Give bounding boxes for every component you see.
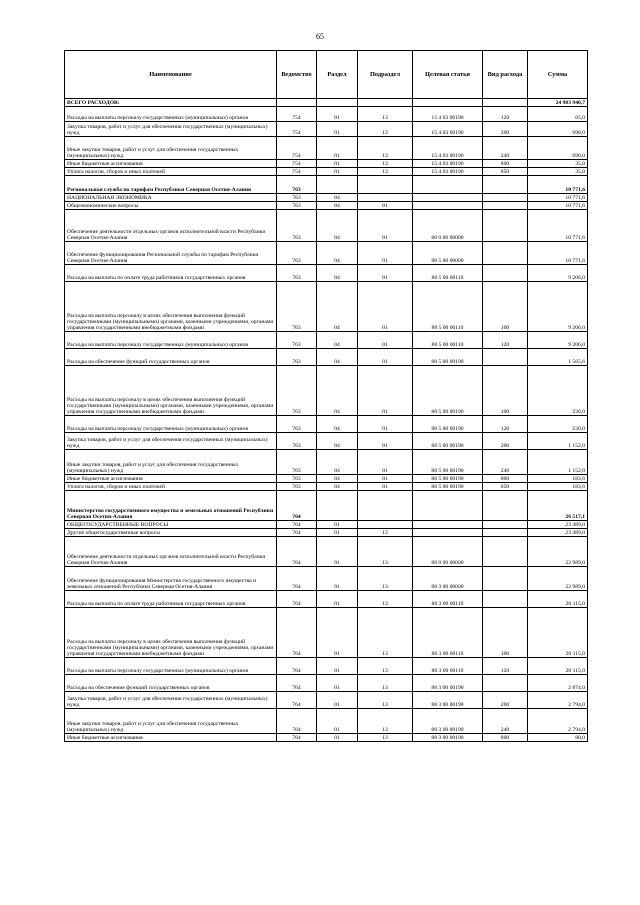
cell-name: Министерство государственного имущества и земельных отношений Республики Северная Осетия-Алания — [65, 491, 277, 521]
cell-name: Иные бюджетные ассигнования — [65, 475, 277, 483]
cell-amount: 230,0 — [528, 416, 588, 433]
cell-name: Иные бюджетные ассигнования — [65, 160, 277, 168]
cell-amount: 35,0 — [528, 160, 588, 168]
cell-expense-type: 100 — [483, 608, 528, 658]
cell-department — [277, 99, 317, 107]
table-row — [65, 122, 588, 137]
cell-name: Расходы на выплаты по оплате труда работников государственных органов — [65, 591, 277, 608]
cell-department: 763 — [277, 349, 317, 366]
cell-expense-type: 200 — [483, 692, 528, 709]
cell-amount: 2 794,0 — [528, 692, 588, 709]
table-row — [65, 99, 588, 107]
cell-expense-type: 200 — [483, 122, 528, 137]
cell-section: 01 — [317, 107, 358, 122]
cell-target-article: 15 4 03 00190 — [413, 160, 483, 168]
cell-amount: 80,0 — [528, 734, 588, 742]
cell-department: 763 — [277, 433, 317, 450]
cell-subsection: 13 — [358, 734, 413, 742]
page-number: 65 — [316, 32, 324, 41]
cell-expense-type: 200 — [483, 433, 528, 450]
cell-subsection: 13 — [358, 160, 413, 168]
table-row — [65, 168, 588, 176]
cell-section: 01 — [317, 658, 358, 675]
header-target-article: Целевая статья — [413, 51, 483, 99]
cell-expense-type: 240 — [483, 137, 528, 160]
cell-subsection: 01 — [358, 349, 413, 366]
cell-target-article: 88 5 00 00190 — [413, 416, 483, 433]
cell-department: 764 — [277, 608, 317, 658]
budget-table — [64, 50, 588, 742]
cell-subsection: 01 — [358, 483, 413, 491]
cell-target-article: 88 3 00 00190 — [413, 675, 483, 692]
table-row — [65, 210, 588, 242]
cell-section: 01 — [317, 675, 358, 692]
cell-name: Региональная служба по тарифам Республики Северная Осетия-Алания — [65, 176, 277, 194]
cell-expense-type: 120 — [483, 658, 528, 675]
cell-department: 764 — [277, 537, 317, 567]
cell-subsection: 01 — [358, 450, 413, 475]
cell-subsection: 13 — [358, 591, 413, 608]
cell-amount: 20 115,0 — [528, 591, 588, 608]
cell-section: 04 — [317, 416, 358, 433]
cell-name: Расходы на выплаты по оплате труда работников государственных органов — [65, 265, 277, 282]
cell-expense-type: 100 — [483, 366, 528, 416]
cell-expense-type: 100 — [483, 282, 528, 332]
cell-section: 04 — [317, 194, 358, 202]
cell-department: 763 — [277, 366, 317, 416]
table-row — [65, 529, 588, 537]
cell-section: 01 — [317, 160, 358, 168]
cell-amount: 690,0 — [528, 122, 588, 137]
cell-amount: 26 517,1 — [528, 491, 588, 521]
cell-section: 01 — [317, 521, 358, 529]
cell-subsection: 01 — [358, 282, 413, 332]
cell-name: Обеспечение деятельности отдельных органов исполнительной власти Республики Северная Осетия-Алания — [65, 537, 277, 567]
cell-amount: 1 565,6 — [528, 349, 588, 366]
cell-department: 764 — [277, 675, 317, 692]
cell-subsection: 01 — [358, 202, 413, 210]
cell-expense-type — [483, 202, 528, 210]
cell-name: Иные закупки товаров, работ и услуг для обеспечения государственных (муниципальных) нужд — [65, 709, 277, 734]
cell-section: 04 — [317, 450, 358, 475]
cell-department: 763 — [277, 282, 317, 332]
table-row — [65, 675, 588, 692]
cell-subsection: 01 — [358, 475, 413, 483]
cell-target-article: 88 3 00 00190 — [413, 692, 483, 709]
cell-amount: 20 115,0 — [528, 658, 588, 675]
table-row — [65, 567, 588, 591]
cell-amount: 183,6 — [528, 483, 588, 491]
cell-amount: 183,6 — [528, 475, 588, 483]
cell-section: 04 — [317, 210, 358, 242]
cell-amount: 690,0 — [528, 137, 588, 160]
cell-expense-type: 240 — [483, 709, 528, 734]
cell-name: Обеспечение функционирования Министерства государственного имущества и земельных отношений Республики Северная Осетия-Алания — [65, 567, 277, 591]
table-row — [65, 176, 588, 194]
cell-name: Расходы на выплаты персоналу в целях обеспечения выполнения функций государственными (муниципальными) органами, казенными учреждениями, органами управления государственными внебюджетными фондами — [65, 282, 277, 332]
cell-section: 01 — [317, 567, 358, 591]
table-row — [65, 591, 588, 608]
cell-section: 01 — [317, 591, 358, 608]
cell-department: 763 — [277, 202, 317, 210]
cell-department: 763 — [277, 416, 317, 433]
cell-amount: 10 771,6 — [528, 176, 588, 194]
cell-expense-type — [483, 349, 528, 366]
cell-amount: 23 489,0 — [528, 529, 588, 537]
cell-section: 01 — [317, 734, 358, 742]
cell-section — [317, 99, 358, 107]
cell-expense-type: 800 — [483, 475, 528, 483]
cell-target-article: 15 4 03 00190 — [413, 137, 483, 160]
table-row — [65, 658, 588, 675]
table-row — [65, 137, 588, 160]
cell-target-article: 15 4 03 00190 — [413, 122, 483, 137]
cell-section: 01 — [317, 692, 358, 709]
table-row — [65, 692, 588, 709]
cell-subsection: 01 — [358, 416, 413, 433]
header-name: Наименование — [65, 51, 277, 99]
cell-amount: 10 771,6 — [528, 242, 588, 265]
cell-target-article: 88 0 00 00000 — [413, 210, 483, 242]
cell-expense-type — [483, 210, 528, 242]
cell-subsection: 13 — [358, 567, 413, 591]
cell-name: Расходы на выплаты персоналу государственных (муниципальных) органов — [65, 658, 277, 675]
cell-amount: 22 989,0 — [528, 567, 588, 591]
cell-section — [317, 176, 358, 194]
cell-department: 763 — [277, 483, 317, 491]
header-section: Раздел — [317, 51, 358, 99]
cell-amount: 35,0 — [528, 168, 588, 176]
cell-target-article: 88 5 00 00190 — [413, 450, 483, 475]
cell-target-article: 88 3 00 00000 — [413, 567, 483, 591]
cell-subsection: 13 — [358, 529, 413, 537]
cell-target-article: 88 3 00 00110 — [413, 658, 483, 675]
cell-department: 764 — [277, 591, 317, 608]
cell-amount: 2 794,0 — [528, 709, 588, 734]
cell-expense-type — [483, 567, 528, 591]
cell-department: 763 — [277, 210, 317, 242]
cell-amount: 24 983 940,7 — [528, 99, 588, 107]
cell-section: 01 — [317, 122, 358, 137]
table-row — [65, 202, 588, 210]
cell-subsection: 01 — [358, 210, 413, 242]
cell-subsection: 13 — [358, 608, 413, 658]
header-subsection: Подраздел — [358, 51, 413, 99]
cell-department: 763 — [277, 332, 317, 349]
table-row — [65, 450, 588, 475]
cell-expense-type — [483, 591, 528, 608]
cell-department: 754 — [277, 160, 317, 168]
cell-amount: 10 771,6 — [528, 194, 588, 202]
cell-expense-type: 240 — [483, 450, 528, 475]
cell-department: 764 — [277, 709, 317, 734]
cell-name: НАЦИОНАЛЬНАЯ ЭКОНОМИКА — [65, 194, 277, 202]
cell-name: ОБЩЕГОСУДАРСТВЕННЫЕ ВОПРОСЫ — [65, 521, 277, 529]
cell-subsection: 13 — [358, 709, 413, 734]
cell-name: Обеспечение функционирования Региональной службы по тарифам Республики Северная Осетия-Алания — [65, 242, 277, 265]
cell-section: 04 — [317, 366, 358, 416]
cell-target-article: 88 5 00 00190 — [413, 433, 483, 450]
cell-department: 764 — [277, 529, 317, 537]
table-row — [65, 521, 588, 529]
cell-subsection — [358, 99, 413, 107]
cell-amount: 22 989,0 — [528, 537, 588, 567]
table-row — [65, 734, 588, 742]
table-row — [65, 608, 588, 658]
cell-section: 04 — [317, 242, 358, 265]
cell-department: 764 — [277, 567, 317, 591]
cell-subsection: 13 — [358, 658, 413, 675]
cell-expense-type: 800 — [483, 734, 528, 742]
cell-name: ВСЕГО РАСХОДОВ: — [65, 99, 277, 107]
cell-subsection: 01 — [358, 433, 413, 450]
cell-subsection — [358, 176, 413, 194]
cell-section: 04 — [317, 475, 358, 483]
table-row — [65, 332, 588, 349]
cell-target-article — [413, 194, 483, 202]
cell-target-article: 88 5 00 00190 — [413, 475, 483, 483]
cell-expense-type — [483, 99, 528, 107]
cell-amount: 2 874,0 — [528, 675, 588, 692]
cell-subsection: 13 — [358, 692, 413, 709]
cell-target-article: 88 5 00 00190 — [413, 349, 483, 366]
table-row — [65, 194, 588, 202]
cell-name: Другие общегосударственные вопросы — [65, 529, 277, 537]
header-amount: Сумма — [528, 51, 588, 99]
cell-name: Закупка товаров, работ и услуг для обеспечения государственных (муниципальных) нужд — [65, 433, 277, 450]
cell-department: 763 — [277, 450, 317, 475]
cell-expense-type: 120 — [483, 416, 528, 433]
cell-name: Общеэкономические вопросы — [65, 202, 277, 210]
table-row — [65, 107, 588, 122]
cell-target-article — [413, 99, 483, 107]
cell-section: 01 — [317, 168, 358, 176]
cell-section — [317, 491, 358, 521]
cell-subsection: 13 — [358, 107, 413, 122]
cell-target-article — [413, 521, 483, 529]
cell-department: 764 — [277, 491, 317, 521]
cell-expense-type: 800 — [483, 160, 528, 168]
cell-subsection — [358, 491, 413, 521]
cell-name: Иные закупки товаров, работ и услуг для обеспечения государственных (муниципальных) нужд — [65, 450, 277, 475]
cell-expense-type — [483, 521, 528, 529]
cell-target-article: 88 5 00 00190 — [413, 483, 483, 491]
table-row — [65, 160, 588, 168]
table-row — [65, 282, 588, 332]
cell-section: 04 — [317, 433, 358, 450]
cell-expense-type — [483, 529, 528, 537]
cell-expense-type: 850 — [483, 168, 528, 176]
cell-target-article: 88 3 00 00190 — [413, 709, 483, 734]
cell-subsection: 13 — [358, 675, 413, 692]
cell-subsection: 01 — [358, 366, 413, 416]
table-row — [65, 537, 588, 567]
cell-section: 04 — [317, 282, 358, 332]
cell-department: 764 — [277, 521, 317, 529]
cell-section: 04 — [317, 483, 358, 491]
table-row — [65, 349, 588, 366]
cell-section: 01 — [317, 608, 358, 658]
cell-department: 754 — [277, 137, 317, 160]
cell-expense-type: 850 — [483, 483, 528, 491]
cell-department: 763 — [277, 242, 317, 265]
cell-amount: 10 771,6 — [528, 210, 588, 242]
cell-name: Уплата налогов, сборов и иных платежей — [65, 168, 277, 176]
cell-subsection: 13 — [358, 168, 413, 176]
cell-name: Иные закупки товаров, работ и услуг для обеспечения государственных (муниципальных) нужд — [65, 137, 277, 160]
cell-target-article — [413, 491, 483, 521]
cell-department: 763 — [277, 265, 317, 282]
cell-section: 04 — [317, 332, 358, 349]
cell-department: 764 — [277, 692, 317, 709]
cell-section: 01 — [317, 137, 358, 160]
cell-department: 763 — [277, 194, 317, 202]
cell-target-article: 15 4 03 00190 — [413, 168, 483, 176]
cell-name: Расходы на выплаты персоналу государственных (муниципальных) органов — [65, 107, 277, 122]
cell-amount: 23 489,0 — [528, 521, 588, 529]
cell-amount: 1 152,0 — [528, 433, 588, 450]
cell-department: 754 — [277, 168, 317, 176]
cell-expense-type: 120 — [483, 332, 528, 349]
table-row — [65, 416, 588, 433]
cell-name: Расходы на выплаты персоналу государственных (муниципальных) органов — [65, 416, 277, 433]
cell-amount: 9 206,0 — [528, 332, 588, 349]
cell-amount: 1 152,0 — [528, 450, 588, 475]
cell-amount: 10 771,6 — [528, 202, 588, 210]
cell-target-article — [413, 176, 483, 194]
cell-amount: 230,0 — [528, 366, 588, 416]
cell-target-article: 88 5 00 00110 — [413, 265, 483, 282]
cell-target-article: 88 0 00 00000 — [413, 537, 483, 567]
table-row — [65, 475, 588, 483]
cell-subsection: 13 — [358, 122, 413, 137]
cell-subsection: 13 — [358, 537, 413, 567]
cell-target-article — [413, 529, 483, 537]
cell-section: 01 — [317, 537, 358, 567]
cell-department: 764 — [277, 658, 317, 675]
cell-department: 754 — [277, 122, 317, 137]
cell-subsection — [358, 194, 413, 202]
cell-expense-type — [483, 675, 528, 692]
table-row — [65, 433, 588, 450]
cell-amount: 20 115,0 — [528, 608, 588, 658]
cell-amount: 9 206,0 — [528, 282, 588, 332]
cell-department: 763 — [277, 475, 317, 483]
table-row — [65, 491, 588, 521]
cell-target-article: 88 5 00 00000 — [413, 242, 483, 265]
cell-target-article: 88 5 00 00110 — [413, 332, 483, 349]
cell-target-article: 88 5 00 00190 — [413, 366, 483, 416]
header-department: Ведомство — [277, 51, 317, 99]
cell-department: 764 — [277, 734, 317, 742]
cell-expense-type — [483, 176, 528, 194]
cell-name: Иные бюджетные ассигнования — [65, 734, 277, 742]
cell-expense-type — [483, 265, 528, 282]
cell-name: Расходы на выплаты персоналу государственных (муниципальных) органов — [65, 332, 277, 349]
cell-subsection: 01 — [358, 242, 413, 265]
cell-name: Расходы на выплаты персоналу в целях обеспечения выполнения функций государственными (муниципальными) органами, казенными учреждениями, органами управления государственными внебюджетными фондами — [65, 608, 277, 658]
cell-expense-type — [483, 491, 528, 521]
table-row — [65, 265, 588, 282]
cell-expense-type — [483, 194, 528, 202]
cell-name: Закупка товаров, работ и услуг для обеспечения государственных (муниципальных) нужд — [65, 122, 277, 137]
table-row — [65, 483, 588, 491]
cell-name: Обеспечение деятельности отдельных органов исполнительной власти Республики Северная Осетия-Алания — [65, 210, 277, 242]
cell-section: 04 — [317, 265, 358, 282]
cell-target-article — [413, 202, 483, 210]
cell-name: Расходы на выплаты персоналу в целях обеспечения выполнения функций государственными (муниципальными) органами, казенными учреждениями, органами управления государственными внебюджетными фондами — [65, 366, 277, 416]
cell-subsection: 13 — [358, 137, 413, 160]
cell-department: 763 — [277, 176, 317, 194]
cell-amount: 65,0 — [528, 107, 588, 122]
cell-section: 01 — [317, 709, 358, 734]
cell-name: Закупка товаров, работ и услуг для обеспечения государственных (муниципальных) нужд — [65, 692, 277, 709]
cell-target-article: 88 5 00 00110 — [413, 282, 483, 332]
table-row — [65, 709, 588, 734]
table-body — [65, 99, 588, 742]
cell-subsection: 01 — [358, 332, 413, 349]
cell-subsection — [358, 521, 413, 529]
cell-target-article: 88 3 00 00190 — [413, 734, 483, 742]
cell-amount: 9 206,0 — [528, 265, 588, 282]
cell-section: 01 — [317, 529, 358, 537]
cell-name: Уплата налогов, сборов и иных платежей — [65, 483, 277, 491]
table-header-row — [65, 51, 588, 99]
cell-expense-type — [483, 537, 528, 567]
cell-subsection: 01 — [358, 265, 413, 282]
cell-expense-type: 120 — [483, 107, 528, 122]
table-row — [65, 242, 588, 265]
cell-name: Расходы на обеспечение функций государственных органов — [65, 675, 277, 692]
header-expense-type: Вид расхода — [483, 51, 528, 99]
cell-name: Расходы на обеспечение функций государственных органов — [65, 349, 277, 366]
cell-target-article: 15 4 03 00190 — [413, 107, 483, 122]
cell-target-article: 88 3 00 00110 — [413, 591, 483, 608]
cell-department: 754 — [277, 107, 317, 122]
cell-section: 04 — [317, 202, 358, 210]
cell-expense-type — [483, 242, 528, 265]
cell-section: 04 — [317, 349, 358, 366]
table-row — [65, 366, 588, 416]
cell-target-article: 88 3 00 00110 — [413, 608, 483, 658]
